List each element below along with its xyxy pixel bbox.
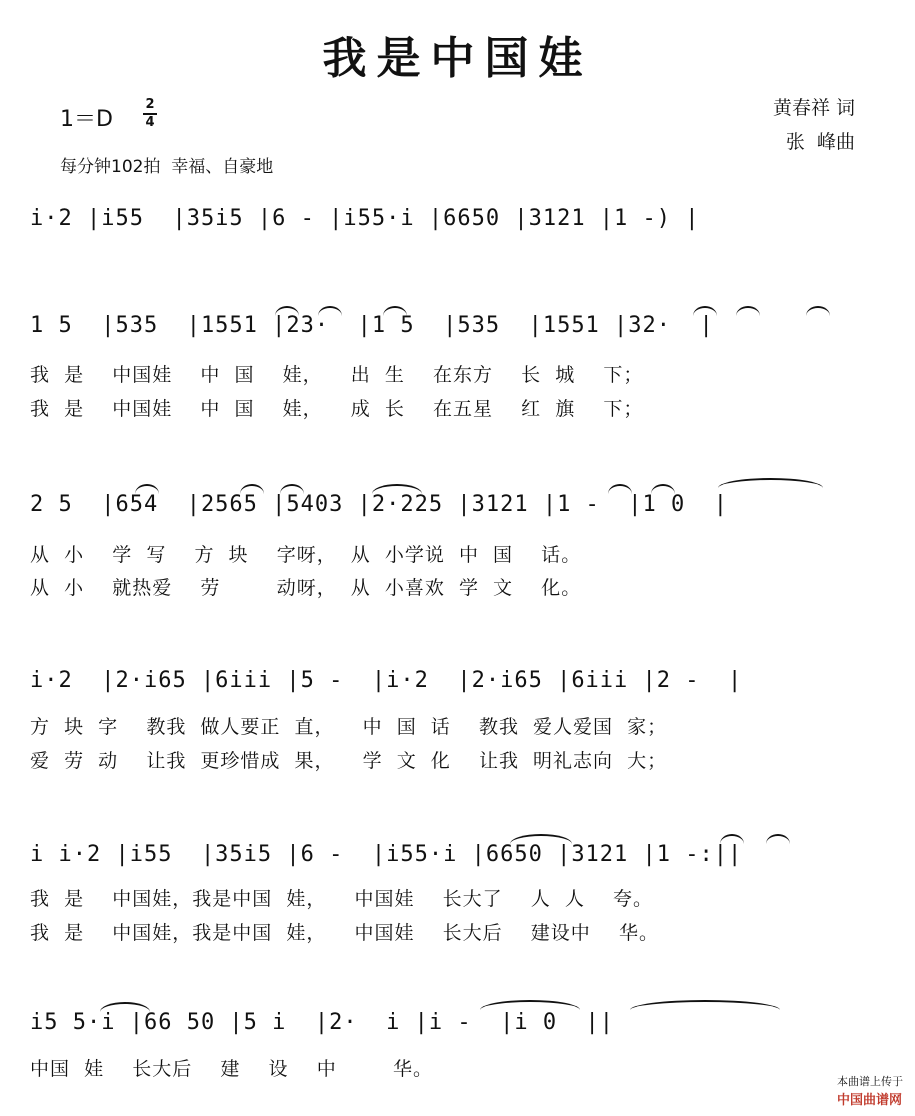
time-signature-top: 2 <box>145 97 155 112</box>
lyrics-line-5b: 我 是 中国娃，我是中国 娃， 中国娃 长大后 建设中 华。 <box>30 922 659 944</box>
lyrics-line-3a: 从 小 学 写 方 块 字呀， 从 小学说 中 国 话。 <box>30 544 582 566</box>
slur-mark <box>693 306 717 316</box>
slur-mark <box>100 1002 150 1012</box>
lyrics-line-3b: 从 小 就热爱 劳 动呀， 从 小喜欢 学 文 化。 <box>30 577 582 599</box>
notation-line-1: i·2 |i55 |35i5 |6 - |i55·i |6650 |3121 |1 -) | <box>30 206 700 231</box>
notation-line-3: 2 5 |654 |2565 |5403 |2·225 |3121 |1 - |1 0 | <box>30 492 729 517</box>
slur-mark <box>280 484 304 494</box>
time-signature <box>143 98 157 130</box>
composer-credit: 张 峰曲 <box>785 131 855 153</box>
slur-mark <box>135 484 159 494</box>
slur-mark <box>806 306 830 316</box>
slur-mark <box>720 834 744 844</box>
lyrics-line-2a: 我 是 中国娃 中 国 娃， 出 生 在东方 长 城 下； <box>30 364 644 386</box>
slur-mark <box>318 306 342 316</box>
slur-mark <box>630 1000 780 1010</box>
notation-line-4: i·2 |2·i65 |6iii |5 - |i·2 |2·i65 |6iii |2 - | <box>30 668 743 693</box>
slur-mark <box>651 484 675 494</box>
footer-watermark <box>830 1060 903 1108</box>
notation-line-2: 1 5 |535 |1551 |23· |1 5 |535 |1551 |32· | <box>30 313 714 338</box>
lyrics-line-5a: 我 是 中国娃，我是中国 娃， 中国娃 长大了 人 人 夸。 <box>30 888 654 910</box>
lyrics-line-6: 中国 娃 长大后 建 设 中 华。 <box>30 1058 434 1080</box>
lyrics-line-2b: 我 是 中国娃 中 国 娃， 成 长 在五星 红 旗 下； <box>30 398 644 420</box>
notation-line-5: i i·2 |i55 |35i5 |6 - |i55·i |6650 |3121 |1 -:|| <box>30 842 743 867</box>
lyrics-line-4a: 方 块 字 教我 做人要正 直， 中 国 话 教我 爱人爱国 家； <box>30 716 668 738</box>
footer-text: 本曲谱上传于 <box>837 1075 903 1088</box>
slur-mark <box>372 484 422 494</box>
footer-brand-logo: 中国曲谱网 <box>837 1093 903 1108</box>
slur-mark <box>480 1000 580 1010</box>
slur-mark <box>718 478 823 488</box>
song-title: 我是中国娃 <box>322 33 593 84</box>
slur-mark <box>608 484 632 494</box>
slur-mark <box>240 484 264 494</box>
slur-mark <box>275 306 299 316</box>
key-signature: 1＝D <box>60 107 113 132</box>
time-signature-bottom: 4 <box>145 115 155 130</box>
lyricist-credit: 黄春祥 词 <box>772 97 855 119</box>
slur-mark <box>383 306 407 316</box>
tempo-marking: 每分钟102拍 幸福、自豪地 <box>60 157 274 177</box>
slur-mark <box>736 306 760 316</box>
slur-mark <box>510 834 572 844</box>
notation-line-6: i5 5·i |66 50 |5 i |2· i |i - |i 0 || <box>30 1010 615 1035</box>
lyrics-line-4b: 爱 劳 动 让我 更珍惜成 果， 学 文 化 让我 明礼志向 大； <box>30 750 668 772</box>
slur-mark <box>766 834 790 844</box>
